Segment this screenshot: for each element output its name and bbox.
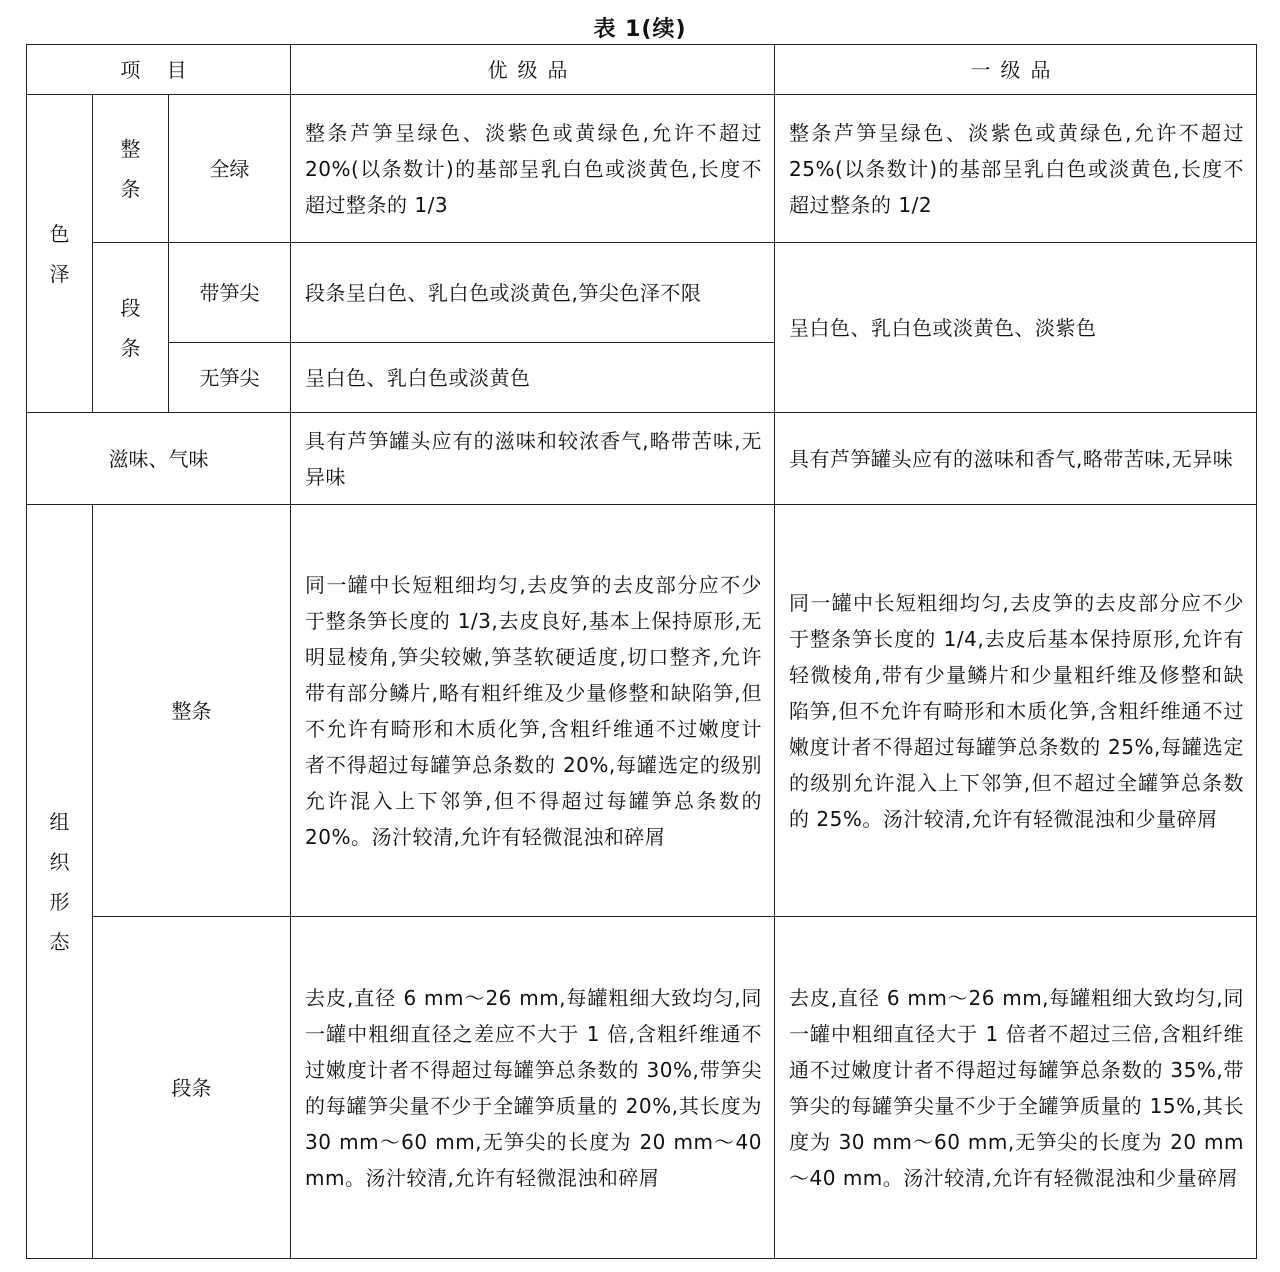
texture-whole-premium: 同一罐中长短粗细均匀,去皮笋的去皮部分应不少于整条笋长度的 1/3,去皮良好,基本上保持原形,无明显棱角,笋尖较嫩,笋茎软硬适度,切口整齐,允许带有部分鳞片,略有粗纤维及少量修整和缺陷笋,但不允许有畸形和木质化笋,含粗纤维通不过嫩度计者不得超过每罐笋总条数的 20%,每罐选定的级别允许混入上下邻笋,但不得超过每罐笋总条数的 20%。汤汁较清,允许有轻微混浊和碎屑 bbox=[291, 505, 775, 917]
table-row bbox=[27, 505, 1257, 917]
texture-label: 组织形态 bbox=[27, 505, 93, 1259]
quality-spec-table bbox=[26, 44, 1257, 1259]
no-tip-premium: 呈白色、乳白色或淡黄色 bbox=[291, 343, 775, 413]
full-green-label: 全绿 bbox=[169, 95, 291, 243]
full-green-first: 整条芦笋呈绿色、淡紫色或黄绿色,允许不超过 25%(以条数计)的基部呈乳白色或淡黄色,长度不超过整条的 1/2 bbox=[775, 95, 1257, 243]
segment-color-first: 呈白色、乳白色或淡黄色、淡紫色 bbox=[775, 243, 1257, 413]
table-row bbox=[27, 95, 1257, 243]
taste-label: 滋味、气味 bbox=[27, 413, 291, 505]
with-tip-label: 带笋尖 bbox=[169, 243, 291, 343]
taste-premium: 具有芦笋罐头应有的滋味和较浓香气,略带苦味,无异味 bbox=[291, 413, 775, 505]
header-first-grade: 一级品 bbox=[775, 45, 1257, 95]
header-premium: 优级品 bbox=[291, 45, 775, 95]
table-row bbox=[27, 917, 1257, 1259]
full-green-premium: 整条芦笋呈绿色、淡紫色或黄绿色,允许不超过 20%(以条数计)的基部呈乳白色或淡黄色,长度不超过整条的 1/3 bbox=[291, 95, 775, 243]
table-row bbox=[27, 413, 1257, 505]
texture-segment-first: 去皮,直径 6 mm～26 mm,每罐粗细大致均匀,同一罐中粗细直径大于 1 倍者不超过三倍,含粗纤维通不过嫩度计者不得超过每罐笋总条数的 35%,带笋尖的每罐笋尖量不少于全罐笋质量的 15%,其长度为 30 mm～60 mm,无笋尖的长度为 20 mm～40 mm。汤汁较清,允许有轻微混浊和少量碎屑 bbox=[775, 917, 1257, 1259]
header-row bbox=[27, 45, 1257, 95]
texture-segment-premium: 去皮,直径 6 mm～26 mm,每罐粗细大致均匀,同一罐中粗细直径之差应不大于 1 倍,含粗纤维通不过嫩度计者不得超过每罐笋总条数的 30%,带笋尖的每罐笋尖量不少于全罐笋质量的 20%,其长度为 30 mm～60 mm,无笋尖的长度为 20 mm～40 mm。汤汁较清,允许有轻微混浊和碎屑 bbox=[291, 917, 775, 1259]
texture-whole-first: 同一罐中长短粗细均匀,去皮笋的去皮部分应不少于整条笋长度的 1/4,去皮后基本保持原形,允许有轻微棱角,带有少量鳞片和少量粗纤维及修整和缺陷笋,但不允许有畸形和木质化笋,含粗纤维通不过嫩度计者不得超过每罐笋总条数的 25%,每罐选定的级别允许混入上下邻笋,但不超过全罐笋总条数的 25%。汤汁较清,允许有轻微混浊和少量碎屑 bbox=[775, 505, 1257, 917]
with-tip-premium: 段条呈白色、乳白色或淡黄色,笋尖色泽不限 bbox=[291, 243, 775, 343]
table-caption: 表 1(续) bbox=[593, 17, 687, 42]
taste-first: 具有芦笋罐头应有的滋味和香气,略带苦味,无异味 bbox=[775, 413, 1257, 505]
table-row bbox=[27, 243, 1257, 343]
texture-segment-label: 段条 bbox=[93, 917, 291, 1259]
color-segment-label: 段条 bbox=[93, 243, 169, 413]
no-tip-label: 无笋尖 bbox=[169, 343, 291, 413]
texture-whole-label: 整条 bbox=[93, 505, 291, 917]
color-label: 色泽 bbox=[27, 95, 93, 413]
header-item: 项 目 bbox=[27, 45, 291, 95]
color-whole-label: 整条 bbox=[93, 95, 169, 243]
